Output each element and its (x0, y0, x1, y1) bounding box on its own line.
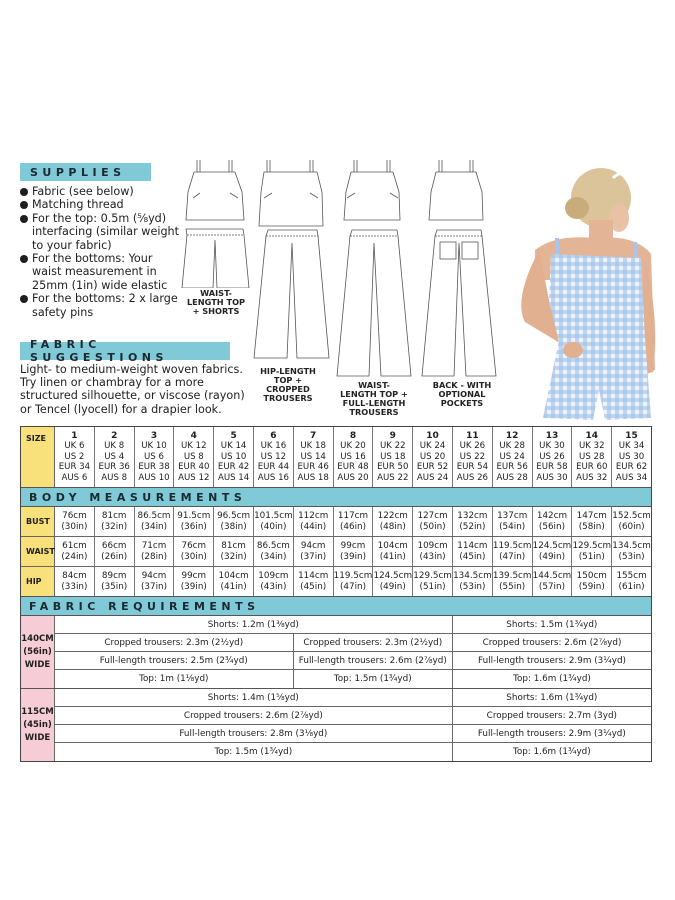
fabric-requirement-cell: Full-length trousers: 2.8m (3⅛yd) (55, 725, 453, 742)
measurement-cell: 61cm (24in) (55, 537, 95, 566)
measurement-cell: 124.5cm (49in) (373, 567, 413, 596)
caption-line: HIP-LENGTH (260, 366, 316, 376)
supplies-item: For the bottoms: Your waist measurement in 25mm (1in) wide elastic (20, 252, 180, 292)
measurement-cell: 152.5cm (60in) (612, 510, 651, 532)
measurement-cell: 112cm (44in) (294, 507, 334, 536)
fabric-requirement-cell: Cropped trousers: 2.3m (2½yd) (294, 634, 453, 651)
caption-line: LENGTH TOP + (340, 389, 408, 399)
fabric-requirement-cell: Shorts: 1.2m (1⅜yd) (55, 616, 453, 633)
measurement-cell: 99cm (39in) (174, 567, 214, 596)
size-cell: 14 UK 32 US 28 EUR 60 AUS 32 (572, 427, 612, 487)
measurement-cell: 71cm (28in) (135, 537, 175, 566)
fabric-requirement-cell: Top: 1.5m (1¾yd) (294, 670, 453, 688)
size-cell: 11 UK 26 US 22 EUR 54 AUS 26 (453, 427, 493, 487)
caption-line: FULL-LENGTH (342, 398, 406, 408)
view-4-back-illustration (420, 158, 500, 378)
measurement-cell: 89cm (35in) (95, 567, 135, 596)
measurement-cell: 132cm (52in) (453, 507, 493, 536)
measurement-cell: 86.5cm (34in) (254, 537, 294, 566)
size-label: SIZE (21, 427, 55, 487)
fabric-requirement-row (55, 616, 651, 634)
measurement-label: BUST (21, 507, 55, 536)
size-cell: 15 UK 34 US 30 EUR 62 AUS 34 (615, 430, 648, 483)
supplies-heading: SUPPLIES (20, 163, 151, 181)
fabric-width-group (21, 616, 651, 689)
measurement-cell: 144.5cm (57in) (533, 567, 573, 596)
measurement-cell: 119.5cm (47in) (334, 567, 374, 596)
fabric-width-label: 140CM (56in) WIDE (21, 616, 55, 688)
measurement-cell: 129.5cm (51in) (572, 537, 612, 566)
caption-line: WAIST- (200, 288, 232, 298)
caption-line: LENGTH TOP (186, 297, 246, 307)
fabric-requirement-cell: Full-length trousers: 2.6m (2⅞yd) (294, 652, 453, 669)
size-cell: 9 UK 22 US 18 EUR 50 AUS 22 (373, 427, 413, 487)
supplies-item: Matching thread (20, 198, 180, 211)
fabric-requirement-cell: Shorts: 1.4m (1⅝yd) (55, 689, 453, 706)
measurement-cell: 155cm (61in) (616, 570, 647, 592)
supplies-item: For the bottoms: 2 x large safety pins (20, 292, 180, 319)
measurement-cell: 84cm (33in) (55, 567, 95, 596)
fabric-requirement-row (55, 743, 651, 761)
fabric-requirement-cell: Top: 1.6m (1¾yd) (513, 674, 591, 684)
measurement-cell: 139.5cm (55in) (493, 567, 533, 596)
model-photo (495, 150, 665, 425)
view-2-illustration (252, 158, 332, 363)
fabric-requirement-row (55, 652, 651, 670)
measurement-label: HIP (21, 567, 55, 596)
measurement-cell: 117cm (46in) (334, 507, 374, 536)
view-1-illustration (180, 158, 252, 288)
measurement-cell: 109cm (43in) (254, 567, 294, 596)
fabric-requirement-cell: Full-length trousers: 2.5m (2¾yd) (55, 652, 294, 669)
fabric-requirements-heading: FABRIC REQUIREMENTS (21, 597, 651, 616)
caption-line: CROPPED (266, 384, 310, 394)
measurement-cell: 104cm (41in) (373, 537, 413, 566)
measurement-cell: 109cm (43in) (413, 537, 453, 566)
fabric-width-label: 115CM (45in) WIDE (21, 689, 55, 761)
measurement-cell: 66cm (26in) (95, 537, 135, 566)
measurement-cell: 91.5cm (36in) (174, 507, 214, 536)
size-chart-table (20, 426, 652, 762)
fabric-suggestions-text: Light- to medium-weight woven fabrics. Try linen or chambray for a more structured silhouette, or viscose (rayon) or Tencel (lyocell) for a drapier look. (20, 363, 245, 416)
size-cell: 5 UK 14 US 10 EUR 42 AUS 14 (214, 427, 254, 487)
measurement-cell: 114cm (45in) (453, 537, 493, 566)
fabric-requirement-cell: Cropped trousers: 2.6m (2⅞yd) (482, 637, 622, 648)
caption-line: OPTIONAL (438, 389, 486, 399)
fabric-requirement-cell: Shorts: 1.5m (1¾yd) (506, 619, 598, 630)
body-measurements-heading: BODY MEASUREMENTS (21, 488, 651, 507)
measurement-row-waist (21, 537, 651, 567)
fabric-requirement-cell: Top: 1.5m (1¾yd) (55, 743, 453, 761)
size-cell: 8 UK 20 US 16 EUR 48 AUS 20 (334, 427, 374, 487)
measurement-cell: 134.5cm (53in) (612, 540, 651, 562)
caption-line: TROUSERS (349, 407, 399, 417)
fabric-requirement-cell: Cropped trousers: 2.7m (3yd) (486, 710, 617, 721)
measurement-cell: 127cm (50in) (413, 507, 453, 536)
measurement-row-bust (21, 507, 651, 537)
fabric-requirement-cell: Top: 1m (1⅛yd) (55, 670, 294, 688)
measurement-cell: 76cm (30in) (55, 507, 95, 536)
view-3-illustration (335, 158, 415, 378)
fabric-requirement-cell: Cropped trousers: 2.3m (2½yd) (55, 634, 294, 651)
fabric-suggestions-heading: FABRIC SUGGESTIONS (20, 342, 230, 360)
caption-line: BACK - WITH (432, 380, 492, 390)
view-2-caption (252, 367, 324, 403)
caption-line: POCKETS (440, 398, 484, 408)
size-cell: 1 UK 6 US 2 EUR 34 AUS 6 (55, 427, 95, 487)
caption-line: TOP + (273, 375, 303, 385)
caption-line: WAIST- (358, 380, 390, 390)
measurement-cell: 114cm (45in) (294, 567, 334, 596)
measurement-cell: 86.5cm (34in) (135, 507, 175, 536)
measurement-cell: 81cm (32in) (95, 507, 135, 536)
fabric-requirement-cell: Full-length trousers: 2.9m (3¼yd) (478, 655, 626, 666)
measurement-cell: 81cm (32in) (214, 537, 254, 566)
measurement-row-hip (21, 567, 651, 597)
fabric-width-group (21, 689, 651, 761)
supplies-item: Fabric (see below) (20, 185, 180, 198)
view-3-caption (333, 381, 415, 417)
fabric-requirement-row (55, 707, 651, 725)
fabric-requirement-row (55, 689, 651, 707)
size-cell: 7 UK 18 US 14 EUR 46 AUS 18 (294, 427, 334, 487)
measurement-cell: 134.5cm (53in) (453, 567, 493, 596)
size-cell: 13 UK 30 US 26 EUR 58 AUS 30 (533, 427, 573, 487)
measurement-cell: 124.5cm (49in) (533, 537, 573, 566)
size-cell: 12 UK 28 US 24 EUR 56 AUS 28 (493, 427, 533, 487)
measurement-cell: 94cm (37in) (294, 537, 334, 566)
measurement-cell: 137cm (54in) (493, 507, 533, 536)
measurement-cell: 76cm (30in) (174, 537, 214, 566)
measurement-cell: 94cm (37in) (135, 567, 175, 596)
fabric-requirement-cell: Full-length trousers: 2.9m (3¼yd) (477, 728, 626, 739)
measurement-cell: 104cm (41in) (214, 567, 254, 596)
fabric-requirement-row (55, 670, 651, 688)
fabric-requirement-cell: Top: 1.6m (1¾yd) (512, 747, 591, 757)
fabric-requirement-cell: Shorts: 1.6m (1¾yd) (506, 692, 598, 703)
size-cell: 2 UK 8 US 4 EUR 36 AUS 8 (95, 427, 135, 487)
view-1-caption (180, 289, 252, 316)
supplies-item: For the top: 0.5m (⅝yd) interfacing (similar weight to your fabric) (20, 212, 180, 252)
measurement-cell: 129.5cm (51in) (413, 567, 453, 596)
size-cell: 6 UK 16 US 12 EUR 44 AUS 16 (254, 427, 294, 487)
fabric-requirements-groups (21, 616, 651, 761)
body-measurements-rows (21, 507, 651, 597)
measurement-cell: 99cm (39in) (334, 537, 374, 566)
fabric-requirement-cell: Cropped trousers: 2.6m (2⅞yd) (55, 707, 453, 724)
measurement-cell: 122cm (48in) (373, 507, 413, 536)
size-cell: 10 UK 24 US 20 EUR 52 AUS 24 (413, 427, 453, 487)
fabric-requirement-row (55, 725, 651, 743)
measurement-cell: 119.5cm (47in) (493, 537, 533, 566)
size-header-row (21, 427, 651, 488)
measurement-cell: 147cm (58in) (572, 507, 612, 536)
size-cell: 3 UK 10 US 6 EUR 38 AUS 10 (135, 427, 175, 487)
measurement-cell: 150cm (59in) (572, 567, 612, 596)
supplies-list (20, 185, 180, 319)
size-cell: 4 UK 12 US 8 EUR 40 AUS 12 (174, 427, 214, 487)
caption-line: + SHORTS (192, 306, 240, 316)
caption-line: TROUSERS (263, 393, 313, 403)
measurement-cell: 142cm (56in) (533, 507, 573, 536)
view-4-caption (422, 381, 502, 408)
measurement-cell: 96.5cm (38in) (214, 507, 254, 536)
measurement-label: WAIST (21, 537, 55, 566)
fabric-requirement-row (55, 634, 651, 652)
measurement-cell: 101.5cm (40in) (254, 507, 294, 536)
